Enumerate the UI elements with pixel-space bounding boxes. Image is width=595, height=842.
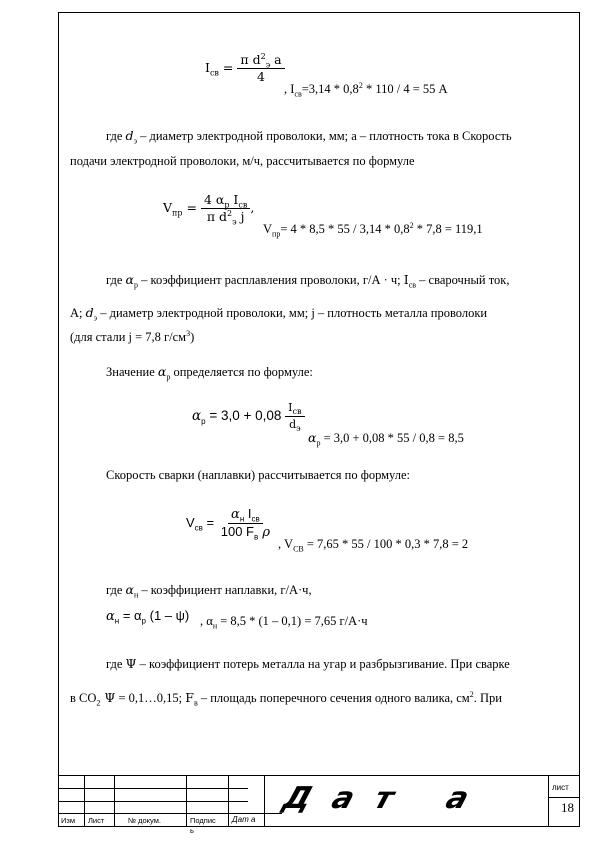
paragraph-6-line-1: где Ψ – коэффициент потерь металла на угар и разбрызгивание. При сварке: [106, 656, 510, 671]
formula-current: $I_{св}$ = $\frac{\pi d^2_э a}{4}$: [205, 52, 285, 85]
formula-welding-speed: $V_{св}$ = $\frac{\alpha_н I_{св}}{100 F_в \rho}$: [186, 506, 271, 542]
tb-signature-label-tail: ь: [190, 826, 194, 835]
paragraph-5: где $\alpha_н$ – коэффициент наплавки, г/А·ч,: [106, 582, 312, 600]
tb-signature-label: Подпис: [190, 816, 216, 825]
paragraph-1-line-1: где $d_э$ – диаметр электродной проволоки, мм; а – плотность тока в Скорость: [106, 128, 512, 146]
paragraph-1-line-2: подачи электродной проволоки, м/ч, рассчитывается по формуле: [70, 154, 415, 168]
formula-melting-coeff-calc: $\alpha_р = 3,0 + 0,08 * 55 / 0,8 = 8,5$: [308, 430, 464, 448]
paragraph-3: Значение $\alpha_р$ определяется по формуле:: [106, 364, 313, 382]
paragraph-6-line-2: в $CO_2$ Ψ = 0,1…0,15; $F_в$ – площадь поперечного сечения одного валика, $см^2$. При: [70, 689, 502, 708]
formula-deposition-coeff-calc: , $\alpha_н = 8,5 * (1 - 0,1) = 7,65$ г/А·ч: [200, 614, 368, 631]
tb-list-label: Лист: [88, 816, 105, 825]
formula-feed-speed: $V_{пр}$ = $\frac{4 \alpha_р I_{св}}{\pi d^2_э j}$ ,: [163, 192, 255, 227]
tb-date-label: Дат а: [232, 815, 256, 824]
formula-melting-coeff: $\alpha_р = 3,0 + 0,08$ $\frac{I_{св}}{d_э}$: [192, 400, 305, 433]
tb-doc-no-label: № докум.: [128, 816, 161, 825]
paragraph-2-line-1: где $\alpha_р$ – коэффициент расплавления проволоки, г/А · ч; $I_{св}$ – сварочный ток,: [106, 272, 510, 290]
formula-feed-speed-calc: $V_{пр}= 4 * 8,5 * 55 / 3,14 * 0,8^2 * 7,8 = 119,1$: [263, 220, 483, 239]
paragraph-2-line-3: (для стали j = 7,8 $г/см^3$): [70, 328, 195, 344]
tb-sheet-number: 18: [561, 800, 574, 815]
title-block: [58, 775, 580, 835]
formula-welding-speed-calc: , $V_{СВ} = 7,65 * 55 / 100 * 0,3 * 7,8 = 2$: [278, 537, 469, 554]
paragraph-2-line-2: А; $d_э$ – диаметр электродной проволоки, мм; j – плотность металла проволоки: [70, 305, 488, 323]
formula-current-calc: , $I_{св}=3,14 * 0,8^2 * 110 / 4 = 55$ А: [284, 80, 448, 99]
tb-date-stamp: Дат а: [278, 781, 496, 816]
tb-izm-label: Изм: [61, 816, 75, 825]
tb-sheet-label: лист: [552, 783, 569, 792]
paragraph-4: Скорость сварки (наплавки) рассчитывается по формуле:: [106, 468, 411, 482]
formula-deposition-coeff: $\alpha_н = \alpha_р$ (1 – ψ): [106, 608, 190, 626]
